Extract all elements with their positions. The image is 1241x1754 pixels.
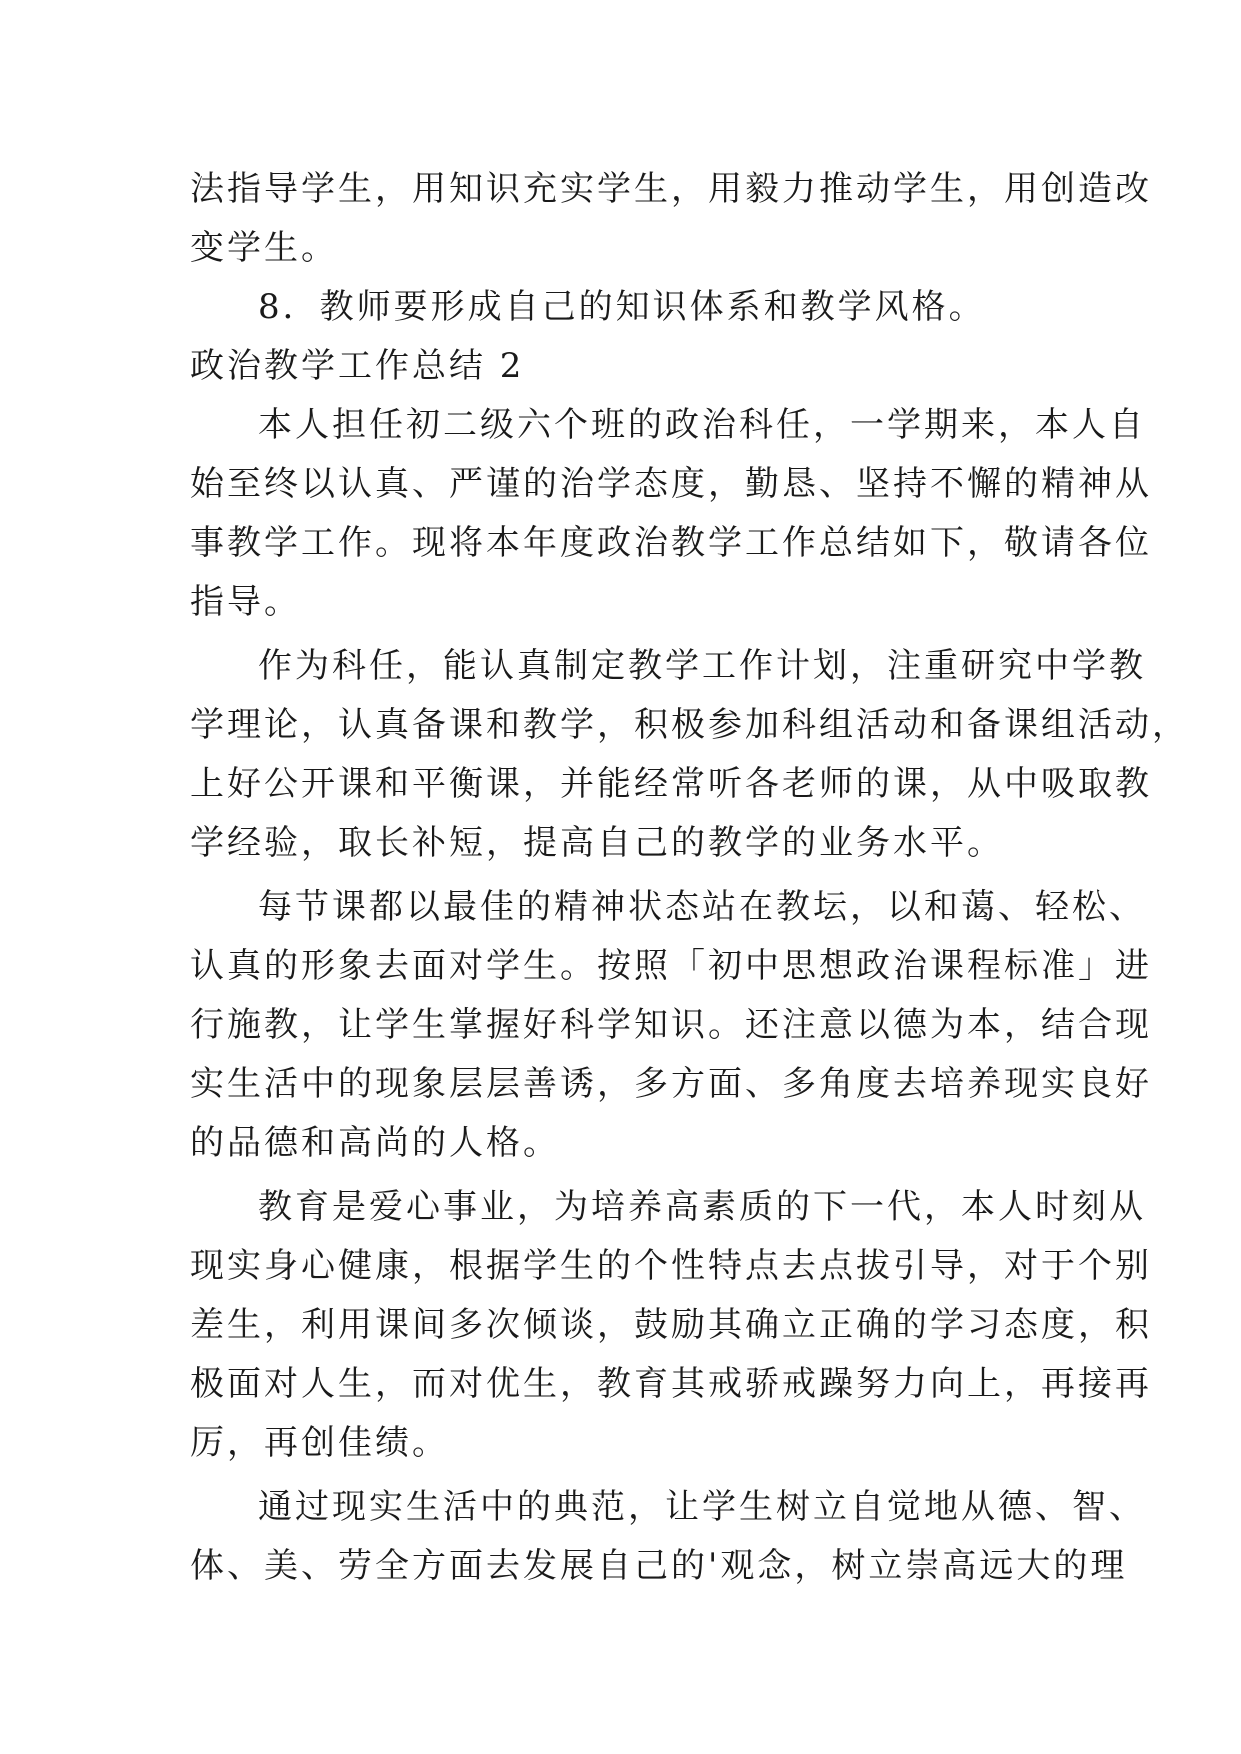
- text-line: 实生活中的现象层层善诱，多方面、多角度去培养现实良好: [190, 1064, 1152, 1104]
- text-line: 差生，利用课间多次倾谈，鼓励其确立正确的学习态度，积: [190, 1305, 1152, 1345]
- list-item-8: 8．教师要形成自己的知识体系和教学风格。: [258, 287, 986, 327]
- text-line: 本人担任初二级六个班的政治科任，一学期来，本人自: [258, 405, 1146, 445]
- paragraph-4: [190, 1178, 1152, 1473]
- text-line: 始至终以认真、严谨的治学态度，勤恳、坚持不懈的精神从: [190, 464, 1152, 504]
- text-line: 行施教，让学生掌握好科学知识。还注意以德为本，结合现: [190, 1005, 1152, 1045]
- text-line: 变学生。: [190, 228, 338, 268]
- text-line: 的品德和高尚的人格。: [190, 1123, 560, 1163]
- text-line: 体、美、劳全方面去发展自己的'观念，树立崇高远大的理: [190, 1546, 1128, 1586]
- text-line: 学理论，认真备课和教学，积极参加科组活动和备课组活动，: [190, 705, 1189, 745]
- paragraph-5: [190, 1478, 1146, 1596]
- text-line: 指导。: [190, 582, 301, 622]
- text-line: 极面对人生，而对优生，教育其戒骄戒躁努力向上，再接再: [190, 1364, 1152, 1404]
- paragraph-2: [190, 637, 1189, 873]
- text-line: 厉，再创佳绩。: [190, 1423, 449, 1463]
- text-line: 通过现实生活中的典范，让学生树立自觉地从德、智、: [258, 1487, 1146, 1527]
- text-line: 上好公开课和平衡课，并能经常听各老师的课，从中吸取教: [190, 764, 1152, 804]
- document-body: [190, 160, 1189, 1596]
- paragraph-1: [190, 396, 1152, 632]
- text-line: 学经验，取长补短，提高自己的教学的业务水平。: [190, 823, 1004, 863]
- section-title: 政治教学工作总结 2: [190, 346, 525, 386]
- text-line: 教育是爱心事业，为培养高素质的下一代，本人时刻从: [258, 1187, 1146, 1227]
- text-line: 每节课都以最佳的精神状态站在教坛，以和蔼、轻松、: [258, 887, 1146, 927]
- text-line: 现实身心健康，根据学生的个性特点去点拔引导，对于个别: [190, 1246, 1152, 1286]
- text-line: 法指导学生，用知识充实学生，用毅力推动学生，用创造改: [190, 169, 1152, 209]
- paragraph-3: [190, 878, 1152, 1173]
- text-line: 事教学工作。现将本年度政治教学工作总结如下，敬请各位: [190, 523, 1152, 563]
- text-line: 作为科任，能认真制定教学工作计划，注重研究中学教: [258, 646, 1146, 686]
- text-line: 认真的形象去面对学生。按照「初中思想政治课程标准」进: [190, 946, 1152, 986]
